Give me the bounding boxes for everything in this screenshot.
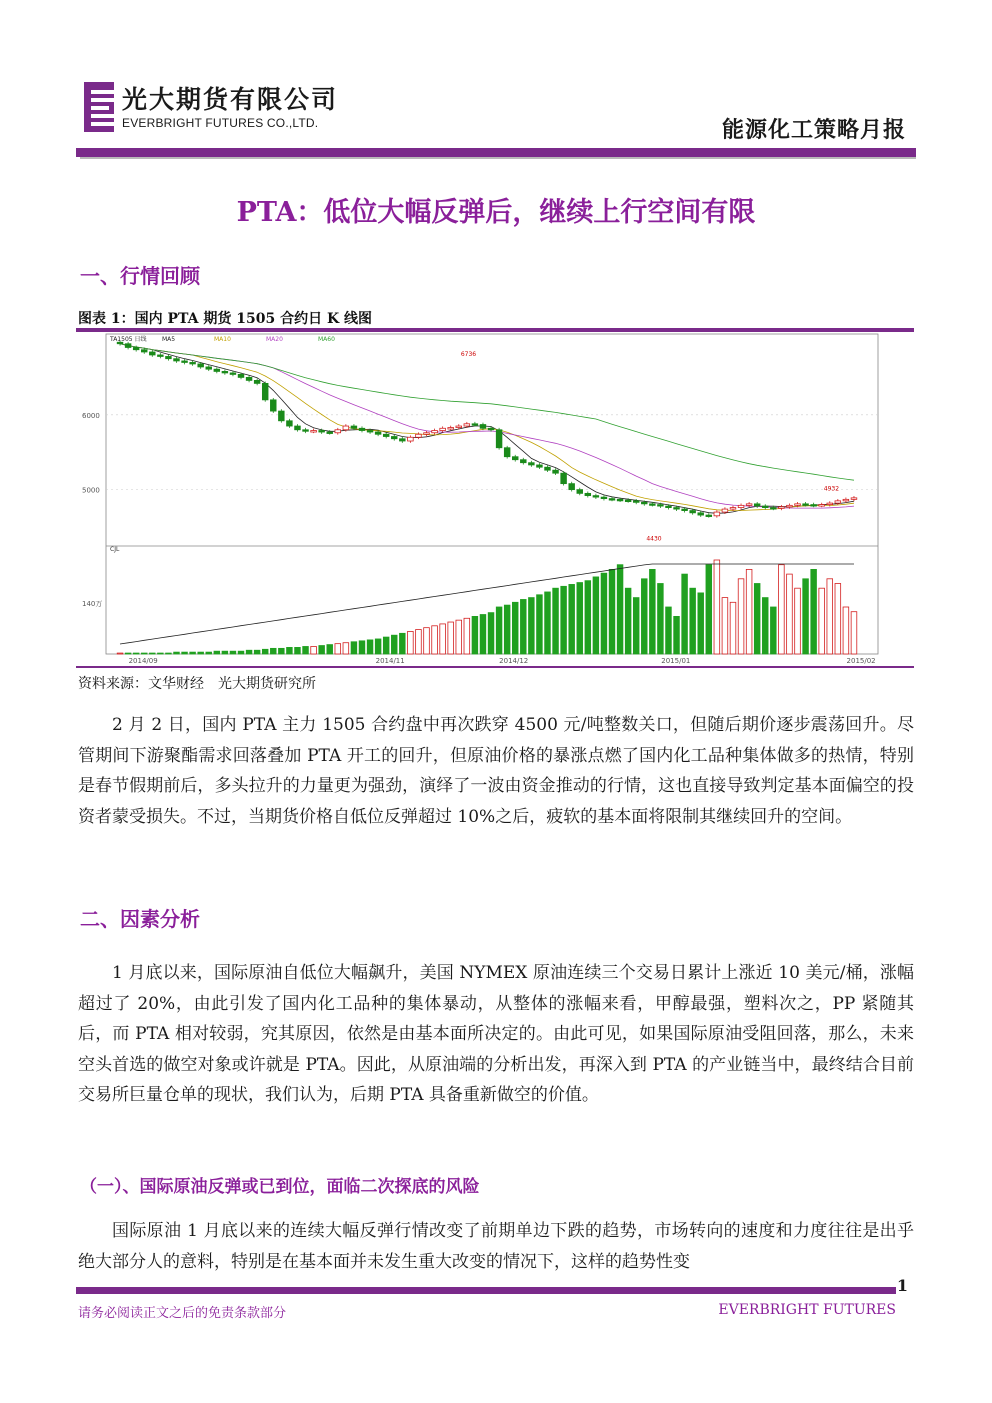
paragraph-crude-oil	[78, 1216, 914, 1277]
volume-bar	[706, 565, 712, 654]
page-number: 1	[896, 1276, 908, 1295]
candle-body	[262, 383, 268, 399]
volume-bar	[383, 637, 389, 654]
candle-body	[811, 505, 817, 507]
volume-bar	[843, 607, 849, 654]
subsection-heading-crude: （一）、国际原油反弹或已到位，面临二次探底的风险	[80, 1177, 480, 1197]
candle-body	[230, 373, 236, 375]
volume-bar	[198, 652, 204, 654]
volume-bar	[593, 577, 599, 654]
candle-body	[803, 504, 809, 506]
candle-body	[182, 361, 188, 363]
page-title: PTA：低位大幅反弹后，继续上行空间有限	[236, 197, 756, 228]
candle-body	[214, 369, 220, 371]
candle-body	[254, 380, 260, 383]
candle-body	[569, 484, 575, 490]
candle-body	[496, 430, 502, 448]
candle-body	[650, 504, 656, 506]
volume-bar	[448, 622, 454, 654]
everbright-logo-icon	[84, 82, 114, 132]
candle-body	[480, 425, 486, 429]
volume-bar	[335, 644, 341, 654]
candle-body	[158, 355, 164, 357]
candle-body	[658, 505, 664, 507]
candle-body	[303, 430, 309, 432]
volume-bar	[682, 574, 688, 654]
candle-body	[287, 421, 293, 426]
candle-body	[279, 411, 285, 421]
candle-body	[641, 502, 647, 504]
volume-bar	[133, 653, 139, 654]
x-tick-label: 2014/11	[375, 657, 405, 665]
candle-body	[795, 504, 801, 506]
candle-body	[779, 507, 785, 509]
volume-bar	[367, 640, 373, 654]
legend-entry: MA5	[162, 336, 176, 343]
volume-bar	[666, 607, 672, 654]
volume-bar	[238, 651, 244, 654]
candle-body	[585, 493, 591, 495]
candle-body	[633, 501, 639, 503]
candle-body	[690, 511, 696, 513]
volume-bar	[319, 646, 325, 654]
x-tick-label: 2015/01	[661, 657, 691, 665]
paragraph-market-review	[78, 710, 914, 832]
footer-brand: EVERBRIGHT FUTURES	[718, 1302, 896, 1318]
candle-body	[561, 473, 567, 483]
volume-bar	[440, 624, 446, 654]
volume-bar	[327, 645, 333, 654]
price-annotation: 4430	[646, 535, 662, 543]
volume-bar	[754, 584, 760, 655]
company-name-en: EVERBRIGHT FUTURES CO.,LTD.	[122, 116, 319, 130]
candlestick-chart	[80, 332, 880, 665]
candle-body	[601, 497, 607, 499]
volume-bar	[835, 584, 841, 655]
volume-bar	[650, 569, 656, 654]
volume-bar	[359, 641, 365, 654]
volume-bar	[529, 598, 535, 654]
footer-disclaimer: 请务必阅读正文之后的免责条款部分	[78, 1306, 287, 1321]
candle-body	[770, 508, 776, 510]
candle-body	[504, 448, 510, 457]
candle-body	[206, 367, 212, 369]
volume-bar	[537, 595, 543, 654]
candle-body	[319, 431, 325, 433]
volume-bar	[787, 574, 793, 654]
volume-bar	[174, 652, 180, 654]
volume-bar	[811, 569, 817, 654]
candle-body	[125, 344, 131, 348]
candle-body	[399, 439, 405, 441]
legend-entry: MA60	[318, 336, 335, 343]
volume-bar	[617, 565, 623, 654]
candle-body	[295, 426, 301, 430]
figure-source: 资料来源：文华财经 光大期货研究所	[78, 676, 316, 692]
volume-bar	[722, 598, 728, 654]
candle-body	[625, 500, 631, 502]
volume-bar	[246, 650, 252, 654]
candle-body	[311, 431, 317, 433]
volume-bar	[827, 579, 833, 654]
volume-bar	[504, 605, 510, 654]
candle-body	[448, 428, 454, 430]
candle-body	[529, 463, 535, 465]
volume-bar	[287, 647, 293, 654]
candle-body	[198, 364, 204, 367]
candle-body	[488, 428, 494, 430]
candle-body	[762, 506, 768, 508]
volume-bar	[375, 639, 381, 654]
candle-body	[166, 356, 172, 358]
candle-body	[714, 512, 720, 516]
volume-bar	[553, 588, 559, 654]
candle-body	[553, 470, 559, 473]
candle-body	[133, 347, 139, 349]
candle-body	[666, 506, 672, 508]
section-heading-factors: 二、因素分析	[80, 907, 200, 931]
candle-body	[537, 465, 543, 467]
volume-bar	[633, 598, 639, 654]
candle-body	[593, 496, 599, 498]
candle-body	[327, 432, 333, 434]
indicator-label: CJL	[110, 546, 120, 553]
header-rule-shadow	[80, 157, 916, 159]
volume-bar	[520, 599, 526, 654]
volume-bar	[641, 579, 647, 654]
candle-body	[367, 431, 373, 433]
candle-body	[359, 428, 365, 430]
candle-body	[851, 498, 857, 500]
volume-bar	[270, 648, 276, 654]
candle-body	[270, 400, 276, 411]
candle-body	[746, 504, 752, 506]
candle-body	[335, 430, 341, 433]
y-tick-label: 5000	[82, 486, 100, 495]
volume-bar	[851, 612, 857, 654]
volume-bar	[585, 581, 591, 654]
candle-body	[174, 359, 180, 361]
candle-body	[238, 374, 244, 377]
volume-bar	[577, 583, 583, 654]
candle-body	[149, 352, 155, 355]
volume-bar	[698, 593, 704, 654]
volume-bar	[399, 633, 405, 654]
volume-bar	[182, 652, 188, 654]
volume-bar	[730, 602, 736, 654]
candle-body	[416, 434, 422, 437]
volume-bar	[295, 647, 301, 654]
volume-tick-label: 140万	[82, 600, 103, 608]
volume-bar	[262, 649, 268, 654]
x-tick-label: 2015/02	[846, 657, 876, 665]
candle-body	[819, 505, 825, 507]
paragraph-factor-analysis	[78, 958, 914, 1111]
candle-body	[682, 509, 688, 511]
volume-bar	[762, 598, 768, 654]
legend-entry: MA10	[214, 336, 231, 343]
header-rule	[76, 148, 916, 157]
candle-body	[432, 431, 438, 433]
volume-bar	[279, 648, 285, 654]
candle-body	[722, 509, 728, 512]
volume-bar	[408, 631, 414, 654]
volume-bar	[214, 651, 220, 654]
candle-body	[464, 424, 470, 426]
candle-body	[246, 377, 252, 380]
figure-caption: 图表 1：国内 PTA 期货 1505 合约日 K 线图	[78, 311, 373, 327]
volume-bar	[351, 642, 357, 654]
candle-body	[738, 505, 744, 507]
section-heading-review: 一、行情回顾	[80, 264, 200, 288]
volume-bar	[303, 646, 309, 654]
volume-bar	[117, 653, 123, 654]
volume-bar	[795, 588, 801, 654]
candle-body	[424, 433, 430, 435]
volume-bar	[166, 653, 172, 654]
volume-bar	[472, 616, 478, 654]
volume-bar	[343, 643, 349, 654]
candle-body	[351, 426, 357, 428]
volume-bar	[456, 620, 462, 654]
volume-bar	[690, 588, 696, 654]
volume-bar	[488, 613, 494, 654]
candle-body	[674, 508, 680, 510]
volume-bar	[432, 626, 438, 654]
volume-bar	[674, 616, 680, 654]
candle-body	[512, 457, 518, 460]
volume-bar	[496, 607, 502, 654]
volume-bar	[738, 579, 744, 654]
candle-body	[383, 434, 389, 436]
paragraph-text: 2 月 2 日，国内 PTA 主力 1505 合约盘中再次跌穿 4500 元/吨整数关口，但随后期价逐步震荡回升。尽管期间下游聚酯需求回落叠加 PTA 开工的回升，但原油价格的暴涨点燃了国内化工品种集体做多的热情，特别是春节假期前后，多头拉升的力量更为强劲，演绎了一波由资金推动的行情，这也直接导致判定基本面偏空的投资者蒙受损失。不过，当期货价格自低位反弹超过 10%之后，疲软的基本面将限制其继续回升的空间。	[78, 715, 914, 827]
volume-bar	[141, 653, 147, 654]
volume-bar	[714, 560, 720, 654]
volume-bar	[561, 586, 567, 654]
volume-bar	[206, 652, 212, 654]
candle-body	[617, 499, 623, 501]
candle-body	[787, 505, 793, 507]
volume-bar	[569, 584, 575, 654]
candle-body	[835, 501, 841, 503]
volume-bar	[746, 569, 752, 654]
volume-bar	[819, 588, 825, 654]
x-tick-label: 2014/09	[128, 657, 158, 665]
volume-bar	[416, 630, 422, 654]
company-name-cn: 光大期货有限公司	[122, 85, 339, 114]
volume-bar	[601, 573, 607, 654]
volume-bar	[779, 565, 785, 654]
price-annotation: 6736	[460, 350, 477, 358]
volume-bar	[625, 588, 631, 654]
volume-bar	[311, 646, 317, 654]
candle-body	[440, 428, 446, 430]
candle-body	[456, 426, 462, 428]
report-name: 能源化工策略月报	[721, 118, 906, 143]
candle-body	[843, 499, 849, 501]
volume-bar	[230, 651, 236, 654]
candle-body	[391, 437, 397, 439]
figure-bottom-rule	[76, 666, 914, 668]
volume-bar	[158, 653, 164, 654]
volume-bar	[609, 569, 615, 654]
volume-bar	[149, 653, 155, 654]
volume-bar	[391, 635, 397, 654]
volume-bar	[190, 652, 196, 654]
volume-bar	[424, 628, 430, 654]
volume-bar	[480, 615, 486, 654]
volume-bar	[222, 651, 228, 654]
paragraph-text: 1 月底以来，国际原油自低位大幅飙升，美国 NYMEX 原油连续三个交易日累计上涨近 10 美元/桶，涨幅超过了 20%，由此引发了国内化工品种的集体暴动，从整体的涨幅来看，甲醇最强，塑料次之，PP 紧随其后，而 PTA 相对较弱，究其原因，依然是由基本面所决定的。由此可见，如果国际原油受阻回落，那么，未来空头首选的做空对象或许就是 PTA。因此，从原油端的分析出发，再深入到 PTA 的产业链当中，最终结合目前交易所巨量仓单的现状，我们认为，后期 PTA 具备重新做空的价值。	[78, 963, 914, 1105]
candle-body	[375, 432, 381, 434]
candle-body	[698, 513, 704, 515]
volume-bar	[125, 653, 131, 654]
volume-bar	[658, 584, 664, 655]
candle-body	[754, 504, 760, 506]
candle-body	[609, 499, 615, 501]
volume-bar	[512, 602, 518, 654]
paragraph-text: 国际原油 1 月底以来的连续大幅反弹行情改变了前期单边下跌的趋势，市场转向的速度和力度往往是出乎绝大部分人的意料，特别是在基本面并未发生重大改变的情况下，这样的趋势性变	[78, 1221, 914, 1272]
volume-bar	[770, 607, 776, 654]
legend-entry: TA1505 日线	[110, 336, 147, 343]
candle-body	[706, 515, 712, 517]
candle-body	[408, 437, 414, 441]
volume-bar	[464, 618, 470, 654]
candle-body	[472, 424, 478, 426]
y-tick-label: 6000	[82, 411, 100, 420]
price-annotation: 4932	[823, 485, 840, 493]
candle-body	[141, 350, 147, 352]
footer-rule	[76, 1287, 896, 1294]
candle-body	[545, 467, 551, 470]
legend-entry: MA20	[266, 336, 283, 343]
volume-bar	[545, 592, 551, 654]
volume-bar	[254, 650, 260, 654]
candle-body	[827, 503, 833, 505]
volume-bar	[803, 579, 809, 654]
candle-body	[520, 460, 526, 463]
candle-body	[577, 490, 583, 494]
candle-body	[222, 371, 228, 373]
candle-body	[343, 426, 349, 430]
candle-body	[190, 362, 196, 364]
x-tick-label: 2014/12	[499, 657, 529, 665]
candle-body	[730, 508, 736, 510]
